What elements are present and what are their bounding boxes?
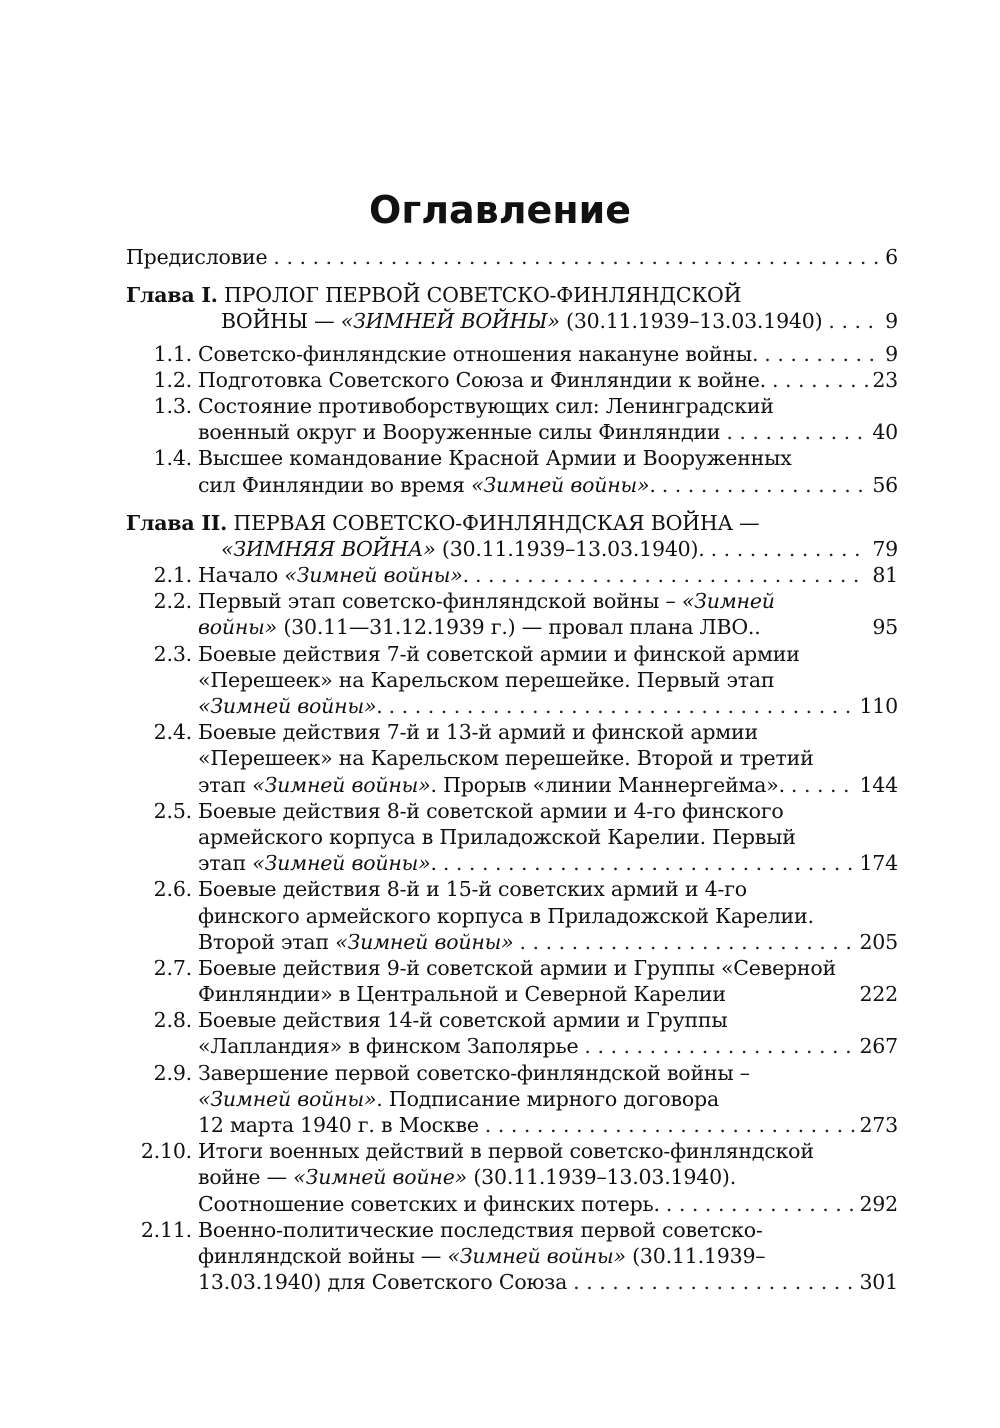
- toc-entry-1-3[interactable]: [126, 393, 898, 445]
- chapter-title-dates: (30.11.1939–13.03.1940): [559, 309, 823, 334]
- section-title-italic: войны»: [198, 615, 278, 640]
- section-title-tail: . Подписание мирного договора: [376, 1086, 719, 1111]
- section-number: 2.8.: [153, 1008, 192, 1033]
- toc-entry-2-3[interactable]: [126, 641, 898, 720]
- page-number: 174: [859, 851, 898, 876]
- section-title: Боевые действия 7-й советской армии и финской армии: [198, 641, 800, 666]
- dot-leader: [828, 308, 881, 334]
- section-title: 12 марта 1940 г. в Москве: [198, 1113, 479, 1137]
- toc-entry-1-2[interactable]: [126, 367, 898, 393]
- section-title-italic: «Зимней войны»: [198, 694, 377, 718]
- section-title: «Перешеек» на Карельском перешейке. Второй и третий: [198, 746, 814, 771]
- page-number: 273: [859, 1113, 898, 1137]
- section-title: Боевые действия 14-й советской армии и Группы: [198, 1008, 728, 1033]
- page-title: Оглавление: [369, 188, 631, 232]
- page-number: 110: [859, 694, 898, 718]
- section-number: 2.5.: [153, 798, 192, 823]
- page-number: 301: [859, 1270, 898, 1295]
- section-title: Высшее командование Красной Армии и Вооруженных: [198, 446, 792, 471]
- page-number: 56: [872, 472, 898, 497]
- toc-entry-2-8[interactable]: [126, 1007, 898, 1059]
- section-title: Боевые действия 8-й советской армии и 4-го финского: [198, 798, 784, 823]
- section-title-italic: «Зимней войны»: [252, 772, 431, 797]
- toc-entry-chapter-2[interactable]: [126, 510, 898, 562]
- chapter-title-line: ВОЙНЫ —: [221, 309, 341, 334]
- toc-entry-2-7[interactable]: [126, 955, 898, 1007]
- section-number: 2.2.: [153, 589, 192, 614]
- section-title: Соотношение советских и финских потерь.: [198, 1191, 660, 1216]
- section-number: 2.4.: [153, 720, 192, 745]
- section-number: 1.4.: [153, 446, 192, 471]
- section-title-italic: «Зимней войны»: [198, 1086, 377, 1111]
- dot-leader: [520, 929, 856, 955]
- dot-leader: [711, 536, 869, 562]
- dot-leader: [772, 367, 868, 393]
- dot-leader: [273, 244, 881, 270]
- section-title: сил Финляндии во время: [198, 472, 472, 497]
- toc-entry-preface[interactable]: [126, 244, 898, 270]
- section-title: Состояние противоборствующих сил: Ленинградский: [198, 393, 774, 418]
- dot-leader: [662, 472, 869, 498]
- section-title: Подготовка Советского Союза и Финляндии к войне.: [198, 367, 766, 392]
- section-title: военный округ и Вооруженные силы Финляндии: [198, 420, 721, 445]
- chapter-title-line: ПЕРВАЯ СОВЕТСКО-ФИНЛЯНДСКАЯ ВОЙНА —: [233, 510, 760, 535]
- section-number: 2.11.: [140, 1217, 192, 1242]
- section-title-tail: (30.11.1939–: [625, 1243, 766, 1268]
- section-title: этап: [198, 772, 253, 797]
- toc-entry-2-5[interactable]: [126, 798, 898, 877]
- page-number: 205: [859, 929, 898, 954]
- page-number: 144: [859, 772, 898, 797]
- section-number: 2.1.: [153, 563, 192, 588]
- chapter-title-line: ПРОЛОГ ПЕРВОЙ СОВЕТСКО-ФИНЛЯНДСКОЙ: [224, 283, 742, 308]
- section-title: 13.03.1940) для Советского Союза: [198, 1270, 568, 1295]
- page-number: 95: [872, 615, 898, 640]
- page-number: 23: [872, 367, 898, 392]
- section-title-tail: .: [649, 472, 656, 497]
- section-number: 2.10.: [140, 1139, 192, 1164]
- page-number: 9: [885, 341, 898, 366]
- chapter-prefix: Глава II.: [126, 510, 228, 535]
- section-title-tail: (30.11.1939–13.03.1940).: [467, 1165, 737, 1190]
- section-number: 1.1.: [153, 341, 192, 366]
- section-title: «Лапландия» в финском Заполярье: [198, 1034, 579, 1059]
- section-title-italic: «Зимней войны»: [252, 851, 431, 876]
- toc-entry-1-1[interactable]: [126, 341, 898, 367]
- dot-leader: [389, 693, 856, 719]
- preface-label: Предисловие: [126, 245, 268, 269]
- section-title: Советско-финляндские отношения накануне войны.: [198, 341, 759, 366]
- section-number: 2.7.: [153, 955, 192, 980]
- section-title-tail: .: [376, 694, 383, 718]
- section-title-tail: (30.11—31.12.1939 г.) — провал плана ЛВО..: [277, 615, 761, 640]
- toc-entry-2-10[interactable]: [126, 1138, 898, 1217]
- section-title: Начало: [198, 563, 285, 588]
- section-title: финского армейского корпуса в Приладожской Карелии.: [198, 903, 814, 928]
- dot-leader: [791, 772, 856, 798]
- section-title-tail: .: [462, 563, 469, 588]
- section-title: Второй этап: [198, 929, 336, 954]
- section-title: финляндской войны —: [198, 1243, 448, 1268]
- page-number: 79: [872, 536, 898, 561]
- page-number: 267: [859, 1034, 898, 1059]
- toc-entry-1-4[interactable]: [126, 445, 898, 497]
- section-title-italic: «Зимней войны»: [471, 472, 650, 497]
- section-title: «Перешеек» на Карельском перешейке. Первый этап: [198, 667, 775, 692]
- section-title: Итоги военных действий в первой советско-финляндской: [198, 1139, 814, 1164]
- section-title-tail: .: [430, 851, 437, 876]
- toc-entry-2-9[interactable]: [126, 1060, 898, 1139]
- section-number: 1.3.: [153, 393, 192, 418]
- section-title-tail: . Прорыв «линии Маннергейма».: [430, 772, 785, 797]
- dot-leader: [485, 1112, 856, 1138]
- chapter-title-dates: (30.11.1939–13.03.1940).: [435, 536, 705, 561]
- dot-leader: [584, 1033, 855, 1059]
- section-title: Военно-политические последствия первой советско-: [198, 1217, 763, 1242]
- toc-entry-2-1[interactable]: [126, 562, 898, 588]
- table-of-contents: [126, 244, 898, 1295]
- section-title: Боевые действия 8-й и 15-й советских армий и 4-го: [198, 877, 747, 902]
- section-number: 2.6.: [153, 877, 192, 902]
- section-title: армейского корпуса в Приладожской Карелии. Первый: [198, 824, 796, 849]
- section-title: Боевые действия 7-й и 13-й армий и финской армии: [198, 720, 758, 745]
- page-number: 222: [859, 982, 898, 1007]
- toc-entry-2-2[interactable]: [126, 588, 898, 640]
- section-title: этап: [198, 851, 253, 876]
- chapter-title-italic: «ЗИМНЕЙ ВОЙНЫ»: [340, 309, 560, 334]
- toc-entry-chapter-1[interactable]: [126, 282, 898, 334]
- section-title-italic: «Зимней войне»: [293, 1165, 468, 1190]
- page-number: 292: [859, 1191, 898, 1216]
- toc-entry-2-11[interactable]: [126, 1217, 898, 1296]
- section-number: 1.2.: [153, 367, 192, 392]
- page-number: 9: [885, 309, 898, 334]
- toc-entry-2-4[interactable]: [126, 719, 898, 798]
- section-number: 2.9.: [153, 1060, 192, 1085]
- section-title-italic: «Зимней войны»: [284, 563, 463, 588]
- section-title: Финляндии» в Центральной и Северной Карелии: [198, 982, 726, 1007]
- chapter-title-italic: «ЗИМНЯЯ ВОЙНА»: [221, 536, 436, 561]
- chapter-prefix: Глава I.: [126, 283, 218, 308]
- section-title: Первый этап советско-финляндской войны –: [198, 589, 682, 614]
- section-title: войне —: [198, 1165, 294, 1190]
- dot-leader: [573, 1269, 855, 1295]
- section-title-italic: «Зимней войны»: [335, 929, 514, 954]
- section-number: 2.3.: [153, 641, 192, 666]
- page-number: 81: [872, 563, 898, 588]
- dot-leader: [764, 341, 881, 367]
- section-title: Завершение первой советско-финляндской войны –: [198, 1060, 750, 1085]
- section-title-italic: «Зимней войны»: [447, 1243, 626, 1268]
- page-number: 40: [872, 420, 898, 445]
- dot-leader: [726, 419, 868, 445]
- dot-leader: [443, 850, 856, 876]
- toc-entry-2-6[interactable]: [126, 876, 898, 955]
- page-number: 6: [885, 245, 898, 269]
- dot-leader: [666, 1191, 856, 1217]
- section-title-italic: «Зимней: [681, 589, 775, 614]
- section-title: Боевые действия 9-й советской армии и Группы «Северной: [198, 955, 836, 980]
- dot-leader: [475, 562, 868, 588]
